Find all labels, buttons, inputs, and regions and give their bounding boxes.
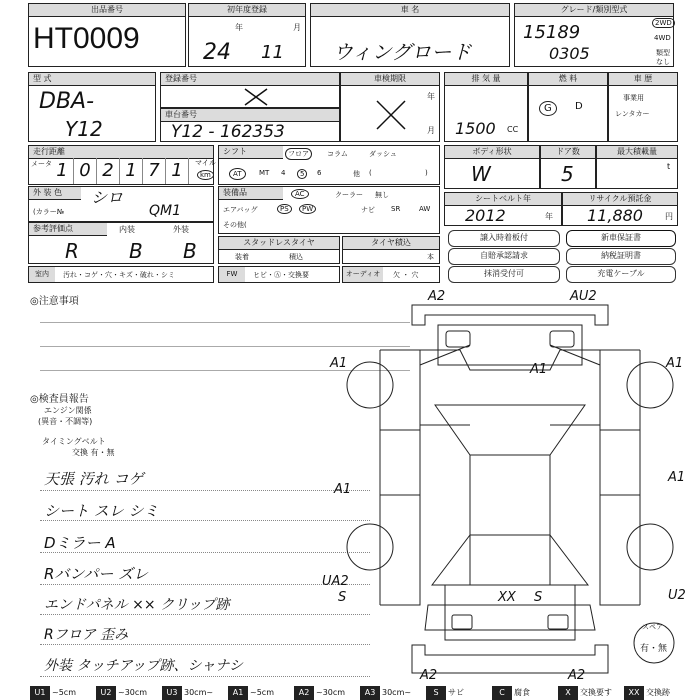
category-text: 類型 bbox=[656, 49, 670, 57]
legend-text: ~5cm bbox=[250, 688, 274, 697]
mark-front-right-fender: A1 bbox=[666, 356, 684, 371]
first-reg-year: 24 bbox=[203, 40, 231, 65]
notes-title: ◎注意事項 bbox=[30, 296, 79, 307]
report-engine: エンジン関係 bbox=[44, 406, 92, 415]
report-item-3: Dミラー A bbox=[44, 534, 116, 552]
first-reg-month: 11 bbox=[261, 42, 284, 63]
studless-label: スタッドレスタイヤ bbox=[219, 237, 339, 250]
fuel-option-d: D bbox=[575, 101, 583, 112]
seatbelt-box bbox=[444, 192, 562, 226]
model-box bbox=[28, 72, 156, 142]
chassis-number-value: Y12 - 162353 bbox=[171, 122, 285, 142]
recycle-value: 11,880 bbox=[587, 206, 643, 225]
displacement-box bbox=[444, 72, 528, 142]
exterior-label: 外装 bbox=[173, 225, 189, 234]
mile-unit: マイル bbox=[195, 159, 216, 167]
shift-paren-open: ( bbox=[369, 169, 372, 177]
equip-airbag: エアバッグ bbox=[223, 206, 258, 214]
fuel-label: 燃 料 bbox=[529, 73, 607, 86]
mark-rear-left-quarter: UA2 bbox=[322, 574, 349, 589]
mark-front-bumper-right: AU2 bbox=[570, 289, 597, 304]
mileage-digit: 2 bbox=[97, 158, 120, 184]
max-load-label: 最大積載量 bbox=[597, 146, 677, 159]
fuel-box bbox=[528, 72, 608, 142]
chassis-number-box bbox=[160, 108, 340, 142]
mark-rear-panel-s: S bbox=[534, 590, 543, 605]
legend-text: 30cm~ bbox=[184, 688, 214, 697]
report-item-6: Rフロア 歪み bbox=[44, 627, 129, 643]
interior-label: 内装 bbox=[119, 225, 135, 234]
fw-row bbox=[218, 266, 340, 283]
model-label: 型 式 bbox=[29, 73, 155, 86]
car-damage-diagram bbox=[320, 285, 700, 685]
equip-sr: SR bbox=[391, 205, 401, 213]
equipment-box bbox=[218, 186, 440, 234]
shift-column: コラム bbox=[327, 150, 348, 158]
color-code-label: (カラー№ bbox=[33, 208, 65, 216]
grade-box bbox=[514, 3, 674, 67]
shift-mt: MT bbox=[259, 169, 270, 177]
lot-number-value: HT0009 bbox=[33, 22, 140, 55]
audio-row bbox=[342, 266, 440, 283]
mileage-digit: 1 bbox=[51, 158, 74, 184]
mark-rear-right: U2 bbox=[668, 588, 686, 603]
doc-new-car-warranty: 新車保証書 bbox=[566, 230, 676, 247]
grade-value-2: 0305 bbox=[549, 44, 590, 63]
doc-tax: 納税証明書 bbox=[566, 248, 676, 265]
grade-overall: R bbox=[65, 239, 79, 263]
report-title: ◎検査員報告 bbox=[30, 394, 89, 405]
max-load-box bbox=[596, 145, 678, 189]
grade-label: グレード/類別型式 bbox=[515, 4, 673, 17]
body-type-label: ボディ形状 bbox=[445, 146, 539, 159]
registration-number-box bbox=[160, 72, 340, 108]
meter-text: メータ bbox=[31, 160, 52, 168]
color-value: シロ bbox=[91, 188, 124, 207]
shift-4: 4 bbox=[281, 169, 286, 177]
shift-paren-close: ) bbox=[425, 169, 428, 177]
year-unit: 年 bbox=[235, 23, 243, 32]
inspection-year-unit: 年 bbox=[427, 92, 435, 101]
mileage-digit: 1 bbox=[120, 158, 143, 184]
history-box bbox=[608, 72, 678, 142]
spare-label: スペア bbox=[642, 623, 663, 631]
equip-ps: PS bbox=[277, 204, 292, 214]
mileage-digit: 1 bbox=[166, 158, 189, 184]
legend-text: ~5cm bbox=[52, 688, 76, 697]
recycle-label: リサイクル預託金 bbox=[563, 193, 677, 206]
history-rental: レンタカー bbox=[615, 110, 650, 118]
mileage-label: 走行距離 bbox=[29, 146, 213, 159]
displacement-unit: CC bbox=[507, 125, 519, 134]
none-text: なし bbox=[656, 58, 670, 66]
damage-legend bbox=[30, 686, 700, 700]
km-unit: km bbox=[197, 170, 214, 180]
car-name-label: 車 名 bbox=[311, 4, 509, 17]
legend-text: サビ bbox=[448, 688, 464, 697]
report-item-4: Rバンパー ズレ bbox=[44, 565, 149, 583]
mileage-digit: 7 bbox=[143, 158, 166, 184]
audio-row-text: 欠 ・ 穴 bbox=[393, 271, 419, 279]
mark-hood: A1 bbox=[530, 362, 548, 377]
report-engine-sub: (異音・不調等) bbox=[38, 417, 93, 426]
equip-pw: PW bbox=[299, 204, 316, 214]
equip-none: 無し bbox=[375, 191, 389, 199]
audio-row-label: オーディオ bbox=[343, 267, 383, 282]
doors-label: ドア数 bbox=[541, 146, 595, 159]
mileage-box bbox=[28, 145, 214, 185]
report-item-7: 外装 タッチアップ跡、シャナシ bbox=[44, 658, 243, 674]
equip-cooler: クーラー bbox=[335, 191, 363, 199]
mark-left-door: A1 bbox=[334, 482, 352, 497]
body-type-box bbox=[444, 145, 540, 189]
displacement-label: 排 気 量 bbox=[445, 73, 527, 86]
doors-value: 5 bbox=[561, 162, 574, 186]
interior-row-text: 汚れ・コゲ・穴・キズ・破れ・シミ bbox=[63, 271, 175, 279]
report-item-2: シート スレ シミ bbox=[44, 502, 159, 520]
max-load-unit: t bbox=[667, 162, 671, 171]
legend-code: A2 bbox=[294, 686, 314, 700]
inspection-box bbox=[340, 72, 440, 142]
mark-front-bumper-left: A2 bbox=[428, 289, 446, 304]
registration-number-label: 登録番号 bbox=[161, 73, 339, 86]
legend-code: U3 bbox=[162, 686, 182, 700]
report-item-5: エンドパネル ×× クリップ跡 bbox=[44, 597, 230, 613]
legend-text: 30cm~ bbox=[382, 688, 412, 697]
chassis-number-label: 車台番号 bbox=[161, 109, 339, 122]
mileage-digit: 0 bbox=[74, 158, 97, 184]
legend-code: U2 bbox=[96, 686, 116, 700]
equip-other: その他( bbox=[223, 221, 247, 229]
car-name-value: ウィングロード bbox=[333, 40, 472, 64]
lot-number-label: 出品番号 bbox=[29, 4, 185, 17]
legend-code: XX bbox=[624, 686, 644, 700]
spare-value: 有・無 bbox=[640, 644, 668, 654]
interior-row bbox=[28, 266, 214, 283]
shift-label: シフト bbox=[219, 146, 283, 159]
history-label: 車 歴 bbox=[609, 73, 677, 86]
legend-text: ~30cm bbox=[118, 688, 148, 697]
equipment-label: 装備品 bbox=[219, 187, 283, 200]
tire-load-box bbox=[342, 236, 440, 264]
equip-aw: AW bbox=[419, 205, 431, 213]
color-code-value: QM1 bbox=[149, 203, 182, 219]
report-timing-sub: 交換 有・無 bbox=[72, 448, 115, 457]
model-line-2: Y12 bbox=[65, 117, 103, 141]
legend-text: 腐食 bbox=[514, 688, 530, 697]
color-label: 外 装 色 bbox=[29, 187, 81, 200]
displacement-value: 1500 bbox=[455, 119, 496, 138]
legend-text: ~30cm bbox=[316, 688, 346, 697]
grades-label: 参考評価点 bbox=[29, 223, 107, 236]
inspection-month-unit: 月 bbox=[427, 126, 435, 135]
grade-exterior: B bbox=[183, 239, 197, 263]
legend-text: 交換要す bbox=[580, 688, 612, 697]
first-registration-label: 初年度登録 bbox=[189, 4, 305, 17]
mark-right-door: A1 bbox=[668, 470, 686, 485]
seatbelt-label: シートベルト年 bbox=[445, 193, 561, 206]
shift-at: AT bbox=[229, 168, 246, 180]
legend-code: X bbox=[558, 686, 578, 700]
recycle-box bbox=[562, 192, 678, 226]
mark-rear-left-s: S bbox=[338, 590, 347, 605]
fuel-option-g: G bbox=[539, 101, 557, 116]
shift-floor: フロア bbox=[285, 148, 312, 160]
doc-insurance: 自賠承認請求 bbox=[448, 248, 560, 265]
shift-dash: ダッシュ bbox=[369, 150, 397, 158]
drive-2wd-option: 2WD bbox=[652, 18, 675, 28]
doc-charge-cable: 充電ケーブル bbox=[566, 266, 676, 283]
studless-box bbox=[218, 236, 340, 264]
legend-code: U1 bbox=[30, 686, 50, 700]
legend-code: A3 bbox=[360, 686, 380, 700]
studless-loaded: 積込 bbox=[289, 253, 303, 261]
equip-ac: AC bbox=[291, 189, 309, 199]
model-line-1: DBA- bbox=[39, 89, 95, 114]
car-name-box bbox=[310, 3, 510, 67]
legend-code: C bbox=[492, 686, 512, 700]
report-item-1: 天張 汚れ コゲ bbox=[44, 470, 144, 488]
history-business: 事業用 bbox=[623, 94, 644, 102]
seatbelt-value: 2012 bbox=[465, 206, 506, 225]
fw-row-text: ヒビ・Ⓐ・交換要 bbox=[253, 271, 309, 279]
doors-box bbox=[540, 145, 596, 189]
inspection-label: 車検期限 bbox=[341, 73, 439, 86]
grades-box bbox=[28, 222, 214, 264]
shift-box bbox=[218, 145, 440, 185]
legend-code: S bbox=[426, 686, 446, 700]
mark-front-left-fender: A1 bbox=[330, 356, 348, 371]
shift-other: 他 bbox=[353, 170, 360, 178]
report-timing: タイミングベルト bbox=[42, 437, 106, 446]
interior-row-label: 室内 bbox=[29, 267, 55, 282]
grade-value-1: 15189 bbox=[523, 22, 581, 43]
seatbelt-unit: 年 bbox=[545, 212, 553, 221]
mark-rear-panel-xx: XX bbox=[498, 590, 516, 605]
grade-interior: B bbox=[129, 239, 143, 263]
tire-load-unit: 本 bbox=[427, 253, 434, 261]
doc-transfer: 譲入時着板付 bbox=[448, 230, 560, 247]
lot-number-box bbox=[28, 3, 186, 67]
mark-rear-bumper-left: A2 bbox=[420, 668, 438, 683]
doc-cancel: 抹消受付可 bbox=[448, 266, 560, 283]
drive-4wd-option: 4WD bbox=[654, 34, 671, 42]
shift-6: 6 bbox=[317, 169, 322, 177]
month-unit: 月 bbox=[293, 23, 301, 32]
studless-fitted: 装着 bbox=[235, 253, 249, 261]
body-type-value: W bbox=[471, 162, 491, 186]
tire-load-label: タイヤ積込 bbox=[343, 237, 439, 250]
shift-5: 5 bbox=[297, 169, 307, 179]
color-box bbox=[28, 186, 214, 222]
equip-navi: ナビ bbox=[361, 206, 375, 214]
legend-text: 交換跡 bbox=[646, 688, 670, 697]
fw-row-label: FW bbox=[219, 267, 245, 282]
recycle-unit: 円 bbox=[665, 212, 673, 221]
first-registration-box bbox=[188, 3, 306, 67]
legend-code: A1 bbox=[228, 686, 248, 700]
mark-rear-bumper-right: A2 bbox=[568, 668, 586, 683]
